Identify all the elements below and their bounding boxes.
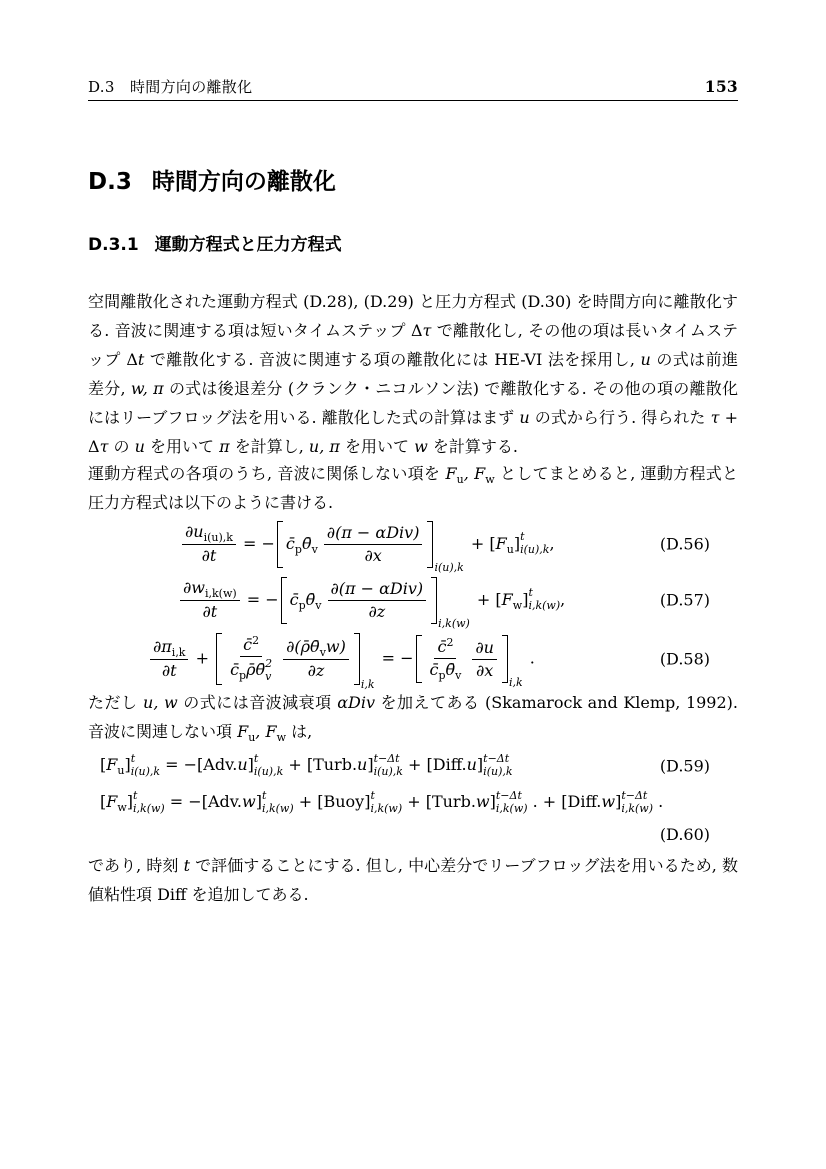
- math-token: = −: [376, 648, 414, 668]
- math-token: ρ̄θ̄: [246, 660, 266, 679]
- math-token: ]: [522, 589, 529, 609]
- math-token: t: [253, 752, 259, 766]
- math-token: ]: [513, 533, 521, 553]
- math-token: [621, 790, 653, 815]
- math-token: であり, 時刻: [88, 856, 184, 875]
- math-token: = −: [237, 533, 275, 553]
- math-token: t: [130, 752, 136, 766]
- section-title: 時間方向の離散化: [151, 169, 336, 195]
- math-token: i(u),k: [130, 765, 161, 778]
- paragraph-2: [88, 459, 738, 517]
- math-token: αDiv: [337, 693, 375, 712]
- math-token: 2: [265, 656, 273, 670]
- math-token: [277, 521, 283, 568]
- math-token: [328, 579, 427, 601]
- math-token: t−Δt: [483, 752, 510, 766]
- math-token: を加えてある (Skamarock and Klemp, 1992). 音波に関連しない項: [88, 693, 738, 741]
- math-token: i(u),k: [203, 531, 233, 544]
- math-token: ∂(π − αDiv): [330, 578, 424, 598]
- math-token: の式には音波減衰項: [177, 693, 338, 712]
- math-token: [182, 522, 236, 545]
- math-token: + [: [402, 792, 432, 812]
- math-token: t: [370, 789, 375, 803]
- math-token: v: [455, 669, 462, 682]
- equation-block-1: [88, 516, 738, 690]
- math-token: F: [106, 792, 118, 812]
- math-token: [150, 637, 188, 681]
- math-token: Buoy: [323, 792, 365, 812]
- math-token: w: [117, 801, 127, 815]
- math-token: u: [456, 473, 464, 486]
- math-token: v: [311, 542, 318, 556]
- math-token: i(u),k: [373, 765, 403, 778]
- math-token: u: [506, 542, 514, 556]
- math-token: t: [520, 530, 525, 544]
- math-token: [227, 657, 275, 683]
- math-token: [324, 523, 423, 566]
- subsection-heading: [88, 230, 738, 255]
- math-token: i(u),k: [434, 560, 464, 574]
- math-token: c̄: [437, 637, 447, 656]
- math-token: ,: [560, 589, 566, 609]
- math-token: ∂x: [364, 545, 382, 565]
- math-token: [361, 545, 384, 566]
- math-token: , F: [255, 722, 277, 741]
- math-token: F: [495, 533, 507, 553]
- math-token: ]: [489, 792, 496, 812]
- math-token: u: [466, 755, 477, 775]
- math-token: w, π: [130, 379, 164, 398]
- math-token: t−Δt: [373, 752, 400, 766]
- equation-d56-number: (D.56): [659, 534, 710, 554]
- math-token: の: [108, 437, 135, 456]
- math-token: [150, 637, 188, 660]
- math-token: + [: [471, 589, 502, 609]
- math-token: .: [524, 648, 535, 668]
- math-token: ∂u: [185, 522, 204, 541]
- math-token: [133, 790, 165, 815]
- math-token: [365, 601, 388, 622]
- math-token: τ: [99, 437, 109, 456]
- math-token: [224, 633, 352, 685]
- equation-d58: [88, 628, 738, 690]
- math-token: Turb.: [431, 792, 476, 812]
- section-heading: [88, 163, 738, 196]
- math-token: ]: [126, 792, 134, 812]
- math-token: i,k(w): [621, 802, 654, 815]
- math-token: ]: [364, 792, 371, 812]
- math-token: [285, 521, 426, 568]
- math-token: + [: [293, 792, 324, 812]
- math-token: . + [: [527, 792, 568, 812]
- math-token: [131, 753, 160, 778]
- math-token: p: [294, 542, 302, 556]
- math-token: [265, 658, 272, 683]
- math-token: w: [414, 437, 428, 456]
- math-token: i,k: [171, 646, 186, 659]
- math-token: [262, 790, 294, 815]
- section-number: D.3: [88, 169, 132, 195]
- math-token: t−Δt: [495, 789, 522, 803]
- math-token: [281, 577, 470, 630]
- math-token: [374, 753, 403, 778]
- math-token: 2: [446, 636, 454, 649]
- equation-d56: [88, 516, 738, 572]
- math-token: p: [239, 669, 247, 682]
- math-token: π: [219, 437, 230, 456]
- page-number: 153: [704, 77, 738, 96]
- subsection-number: D.3.1: [88, 235, 139, 255]
- math-token: .: [653, 792, 664, 812]
- math-token: ただし: [88, 693, 144, 712]
- math-token: i,k(w): [261, 802, 294, 815]
- math-token: F: [237, 722, 249, 741]
- math-token: c̄: [429, 660, 439, 679]
- math-token: [431, 577, 437, 624]
- math-token: ∂u: [475, 637, 494, 657]
- math-token: [281, 577, 287, 624]
- math-token: ∂t: [202, 602, 218, 621]
- math-token: [283, 637, 349, 681]
- math-token: [427, 659, 465, 681]
- math-token: [502, 635, 508, 683]
- math-token: i,k(w): [528, 599, 561, 612]
- running-head: [88, 76, 738, 97]
- math-token: ∂z: [307, 661, 325, 680]
- equation-d60-number: (D.60): [659, 825, 710, 844]
- math-token: [277, 521, 464, 574]
- math-token: を用いて: [339, 437, 415, 456]
- math-token: + Δ: [88, 408, 738, 456]
- math-token: [328, 579, 427, 622]
- math-token: [305, 660, 328, 681]
- math-token: [416, 635, 422, 683]
- math-token: + [: [283, 755, 314, 775]
- math-token: t−Δt: [621, 789, 648, 803]
- math-token: = −[: [164, 792, 208, 812]
- math-token: の式は前進差分,: [88, 350, 738, 398]
- math-token: v: [265, 669, 272, 683]
- math-token: Diff.: [432, 755, 467, 775]
- math-token: τ: [422, 321, 432, 340]
- equation-d57-body: [178, 577, 566, 630]
- math-token: Adv.: [207, 792, 242, 812]
- math-token: +: [190, 648, 215, 668]
- math-token: + [: [402, 755, 433, 775]
- math-token: t: [261, 789, 267, 803]
- math-token: ∂π: [153, 637, 172, 656]
- math-token: w: [276, 731, 286, 744]
- math-token: [227, 635, 275, 683]
- math-token: [472, 638, 497, 660]
- math-token: = −[: [160, 755, 204, 775]
- math-token: i,k(w): [204, 587, 237, 600]
- math-token: [483, 753, 512, 778]
- math-token: t: [528, 586, 533, 600]
- math-token: i(u),k: [520, 543, 550, 556]
- math-token: [472, 638, 497, 681]
- math-token: [473, 660, 496, 681]
- math-token: v: [319, 646, 326, 659]
- math-token: [289, 577, 430, 624]
- math-token: ∂(ρ̄θ̄: [286, 637, 320, 656]
- math-token: i,k(w): [370, 802, 403, 815]
- math-token: , F: [463, 464, 486, 483]
- math-token: [254, 753, 283, 778]
- math-token: [370, 790, 402, 815]
- math-token: u: [519, 408, 530, 427]
- equation-d56-body: [180, 521, 555, 574]
- math-token: の式から行う. 得られた: [529, 408, 711, 427]
- math-token: u: [357, 755, 368, 775]
- math-token: u: [237, 755, 248, 775]
- math-token: [180, 578, 240, 601]
- math-token: w: [475, 792, 490, 812]
- math-token: p: [298, 598, 306, 612]
- math-token: [199, 601, 220, 622]
- math-token: i,k(w): [495, 802, 528, 815]
- math-token: で離散化する. 音波に関連する項の離散化には HE-VI 法を採用し,: [144, 350, 641, 369]
- equation-d59: [88, 748, 738, 784]
- math-token: を計算し,: [229, 437, 309, 456]
- paragraph-4: [88, 851, 738, 909]
- math-token: u, w: [143, 693, 178, 712]
- math-token: [528, 587, 560, 612]
- math-token: t: [133, 789, 138, 803]
- math-token: i,k(w): [133, 802, 165, 815]
- equation-d60: [88, 784, 738, 822]
- math-token: を計算する.: [427, 437, 518, 456]
- math-token: Turb.: [313, 755, 358, 775]
- math-token: ]: [476, 755, 484, 775]
- math-token: v: [315, 598, 322, 612]
- math-token: [180, 578, 240, 622]
- math-token: を用いて: [144, 437, 220, 456]
- math-token: [324, 523, 423, 545]
- math-token: [416, 635, 523, 689]
- math-token: ∂x: [476, 660, 494, 680]
- math-token: としてまとめると, 運動方程式と圧力方程式は以下のように書ける.: [88, 464, 738, 512]
- equation-d59-number: (D.59): [659, 756, 710, 776]
- math-token: i,k: [360, 677, 375, 691]
- math-token: [424, 635, 500, 683]
- equation-d59-body: [100, 753, 513, 778]
- equation-block-2: [88, 748, 738, 848]
- math-token: u: [640, 350, 651, 369]
- math-token: ,: [549, 533, 555, 553]
- math-token: t: [183, 856, 190, 875]
- math-token: ∂(π − αDiv): [326, 522, 420, 542]
- header-rule: [88, 100, 738, 101]
- math-token: w): [325, 637, 346, 656]
- math-token: ∂w: [183, 578, 205, 597]
- math-token: ]: [367, 755, 374, 775]
- math-token: i,k(w): [438, 616, 470, 630]
- equation-d58-number: (D.58): [659, 649, 710, 669]
- math-token: で離散化し, その他の項は長いタイムステップ Δ: [88, 321, 738, 369]
- math-token: F: [501, 589, 513, 609]
- math-token: は,: [286, 722, 313, 741]
- math-token: u, π: [308, 437, 340, 456]
- math-token: [427, 637, 465, 681]
- math-token: u: [248, 731, 256, 744]
- math-token: [496, 790, 528, 815]
- math-token: u: [134, 437, 145, 456]
- equation-d58-body: [148, 633, 535, 691]
- math-token: F: [106, 755, 118, 775]
- math-token: の式は後退差分 (クランク・ニコルソン法) で離散化する. その他の項の離散化にはリーブフロッグ法を用いる. 離散化した式の計算はまず: [88, 379, 738, 427]
- math-token: [434, 637, 456, 659]
- math-token: [159, 660, 180, 681]
- math-token: ]: [255, 792, 262, 812]
- math-token: [: [100, 755, 107, 775]
- math-token: Diff.: [567, 792, 602, 812]
- math-token: θ̄: [305, 589, 316, 609]
- math-token: w: [601, 792, 616, 812]
- math-token: p: [438, 669, 446, 682]
- math-token: で評価することにする. 但し, 中心差分でリーブフロッグ法を用いるため, 数値粘性項 Diff を追加してある.: [88, 856, 738, 904]
- math-token: ]: [124, 755, 131, 775]
- math-token: [: [100, 792, 107, 812]
- math-token: [283, 637, 349, 660]
- equation-d60-body: [100, 790, 663, 815]
- math-token: t: [137, 350, 145, 369]
- math-token: Adv.: [203, 755, 238, 775]
- math-token: i,k: [508, 675, 523, 689]
- math-token: [199, 545, 220, 566]
- math-token: ∂z: [368, 601, 386, 621]
- math-token: ∂t: [201, 546, 217, 565]
- math-token: [520, 531, 549, 556]
- math-token: w: [485, 473, 495, 486]
- math-token: τ: [710, 408, 720, 427]
- math-token: c̄: [230, 660, 240, 679]
- math-token: w: [241, 792, 256, 812]
- math-token: 2: [252, 633, 260, 647]
- equation-d57-number: (D.57): [659, 590, 710, 610]
- subsection-title: 運動方程式と圧力方程式: [154, 235, 342, 255]
- math-token: 空間離散化された運動方程式 (D.28), (D.29) と圧力方程式 (D.30) を時間方向に離散化する. 音波に関連する項は短いタイムステップ Δ: [88, 292, 738, 340]
- math-token: i(u),k: [253, 765, 284, 778]
- math-token: u: [117, 764, 125, 778]
- math-token: ]: [615, 792, 622, 812]
- math-token: + [: [465, 533, 496, 553]
- math-token: [354, 633, 360, 685]
- math-token: = −: [241, 589, 279, 609]
- math-token: θ̄: [445, 660, 456, 679]
- math-token: [216, 633, 375, 691]
- math-token: c̄: [289, 589, 299, 609]
- math-token: [216, 633, 222, 685]
- math-token: w: [512, 598, 523, 612]
- math-token: c̄: [285, 533, 295, 553]
- math-token: ]: [247, 755, 254, 775]
- math-token: [182, 522, 236, 566]
- paragraph-3: [88, 688, 738, 746]
- math-token: [427, 521, 433, 568]
- math-token: i(u),k: [483, 765, 513, 778]
- math-token: 運動方程式の各項のうち, 音波に関係しない項を: [88, 464, 446, 483]
- paragraph-1: [88, 287, 738, 461]
- math-token: ∂t: [161, 661, 177, 680]
- math-token: θ̄: [301, 533, 312, 553]
- running-head-title: D.3 時間方向の離散化: [88, 78, 253, 96]
- math-token: [240, 635, 262, 657]
- equation-d57: [88, 572, 738, 628]
- math-token: F: [445, 464, 457, 483]
- math-token: c̄: [243, 634, 253, 654]
